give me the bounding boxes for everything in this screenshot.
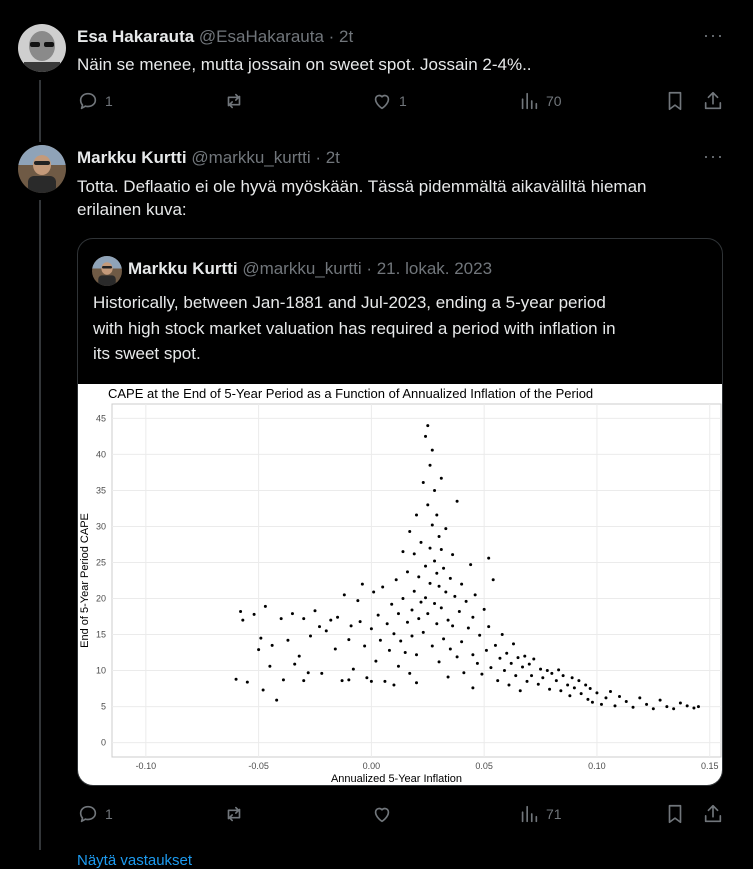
author-handle[interactable]: @EsaHakarauta xyxy=(198,27,324,46)
data-point xyxy=(550,672,553,675)
data-point xyxy=(392,683,395,686)
y-tick-label: 45 xyxy=(95,413,106,424)
data-point xyxy=(451,624,454,627)
more-icon[interactable]: ··· xyxy=(703,25,724,45)
data-point xyxy=(444,591,447,594)
post-text: Näin se menee, mutta jossain on sweet spot. Jossain 2-4%.. xyxy=(77,55,532,74)
x-tick-label: -0.05 xyxy=(248,761,269,771)
data-point xyxy=(480,673,483,676)
data-point xyxy=(555,679,558,682)
data-point xyxy=(293,663,296,666)
data-point xyxy=(586,698,589,701)
data-point xyxy=(408,530,411,533)
data-point xyxy=(424,435,427,438)
share-button[interactable] xyxy=(702,90,724,112)
data-point xyxy=(568,694,571,697)
views-count: 71 xyxy=(546,806,562,822)
post-text xyxy=(77,175,737,221)
data-point xyxy=(343,593,346,596)
data-point xyxy=(429,464,432,467)
data-point xyxy=(566,683,569,686)
data-point xyxy=(447,619,450,622)
y-tick-label: 0 xyxy=(100,737,106,748)
data-point xyxy=(415,513,418,516)
data-point xyxy=(453,595,456,598)
data-point xyxy=(410,609,413,612)
data-point xyxy=(302,679,305,682)
data-point xyxy=(537,683,540,686)
y-tick-label: 10 xyxy=(95,665,106,676)
data-point xyxy=(397,612,400,615)
data-point xyxy=(652,707,655,710)
data-point xyxy=(239,610,242,613)
data-point xyxy=(413,552,416,555)
data-point xyxy=(595,691,598,694)
data-point xyxy=(440,606,443,609)
y-axis-label: End of 5-Year Period CAPE xyxy=(79,513,91,648)
data-point xyxy=(314,609,317,612)
reply-count: 1 xyxy=(105,806,113,822)
data-point xyxy=(320,672,323,675)
data-point xyxy=(573,686,576,689)
data-point xyxy=(329,619,332,622)
repost-button[interactable] xyxy=(223,90,245,112)
data-point xyxy=(632,706,635,709)
y-tick-label: 15 xyxy=(95,629,106,640)
scatter-chart xyxy=(78,384,723,786)
avatar[interactable] xyxy=(92,256,122,286)
data-point xyxy=(460,640,463,643)
quoted-text-line: its sweet spot. xyxy=(93,344,201,363)
data-point xyxy=(435,513,438,516)
data-point xyxy=(460,583,463,586)
quoted-text xyxy=(93,290,703,367)
data-point xyxy=(381,585,384,588)
data-point xyxy=(383,680,386,683)
data-point xyxy=(496,679,499,682)
post-time[interactable]: · 21. lokak. 2023 xyxy=(366,259,493,278)
data-point xyxy=(510,662,513,665)
share-button[interactable] xyxy=(702,803,724,825)
reply-count: 1 xyxy=(105,93,113,109)
data-point xyxy=(431,524,434,527)
data-point xyxy=(435,622,438,625)
data-point xyxy=(365,676,368,679)
data-point xyxy=(422,631,425,634)
data-point xyxy=(665,705,668,708)
data-point xyxy=(478,634,481,637)
data-point xyxy=(408,672,411,675)
data-point xyxy=(235,678,238,681)
bookmark-icon xyxy=(664,90,686,112)
data-point xyxy=(449,647,452,650)
quoted-post[interactable] xyxy=(77,238,723,786)
data-point xyxy=(431,645,434,648)
data-point xyxy=(492,578,495,581)
data-point xyxy=(347,678,350,681)
data-point xyxy=(420,601,423,604)
x-tick-label: 0.10 xyxy=(588,761,606,771)
data-point xyxy=(433,489,436,492)
bookmark-button[interactable] xyxy=(664,90,686,112)
data-point xyxy=(577,679,580,682)
plot-panel xyxy=(112,404,721,757)
data-point xyxy=(372,591,375,594)
data-point xyxy=(584,683,587,686)
data-point xyxy=(431,449,434,452)
y-tick-label: 25 xyxy=(95,557,106,568)
data-point xyxy=(415,681,418,684)
data-point xyxy=(341,679,344,682)
y-tick-label: 5 xyxy=(100,701,106,712)
like-button[interactable] xyxy=(371,803,399,825)
show-replies-link[interactable]: Näytä vastaukset xyxy=(77,852,193,869)
author-name[interactable]: Markku Kurtti xyxy=(77,148,187,167)
author-handle[interactable]: @markku_kurtti xyxy=(191,148,311,167)
data-point xyxy=(507,683,510,686)
data-point xyxy=(618,695,621,698)
data-point xyxy=(532,658,535,661)
data-point xyxy=(456,500,459,503)
data-point xyxy=(559,689,562,692)
data-point xyxy=(410,634,413,637)
data-point xyxy=(426,424,429,427)
data-point xyxy=(580,692,583,695)
data-point xyxy=(302,617,305,620)
like-count: 1 xyxy=(399,93,407,109)
data-point xyxy=(438,660,441,663)
data-point xyxy=(253,613,256,616)
quoted-text-line: Historically, between Jan-1881 and Jul-2023, ending a 5-year period xyxy=(93,293,606,312)
data-point xyxy=(539,668,542,671)
data-point xyxy=(406,570,409,573)
data-point xyxy=(638,696,641,699)
data-point xyxy=(519,689,522,692)
data-point xyxy=(645,703,648,706)
y-tick-label: 40 xyxy=(95,449,106,460)
data-point xyxy=(521,665,524,668)
data-point xyxy=(433,560,436,563)
data-point xyxy=(498,657,501,660)
data-point xyxy=(494,644,497,647)
data-point xyxy=(697,705,700,708)
data-point xyxy=(399,640,402,643)
data-point xyxy=(541,676,544,679)
data-point xyxy=(246,681,249,684)
views-icon xyxy=(518,90,540,112)
data-point xyxy=(501,633,504,636)
data-point xyxy=(442,637,445,640)
data-point xyxy=(679,701,682,704)
avatar-image xyxy=(18,145,66,193)
data-point xyxy=(318,625,321,628)
x-axis-label: Annualized 5-Year Inflation xyxy=(330,773,463,785)
data-point xyxy=(438,535,441,538)
data-point xyxy=(352,668,355,671)
data-point xyxy=(487,625,490,628)
data-point xyxy=(548,688,551,691)
data-point xyxy=(406,621,409,624)
post-actions xyxy=(77,803,725,831)
share-icon xyxy=(702,803,724,825)
share-icon xyxy=(702,90,724,112)
views-button[interactable] xyxy=(518,803,562,825)
data-point xyxy=(420,541,423,544)
data-point xyxy=(600,703,603,706)
data-point xyxy=(268,665,271,668)
data-point xyxy=(476,662,479,665)
data-point xyxy=(471,653,474,656)
data-point xyxy=(426,612,429,615)
data-point xyxy=(404,651,407,654)
chart-title: CAPE at the End of 5-Year Period as a Function of Annualized Inflation of the Period xyxy=(108,386,594,401)
data-point xyxy=(415,653,418,656)
data-point xyxy=(438,585,441,588)
data-point xyxy=(379,639,382,642)
data-point xyxy=(433,602,436,605)
y-tick-label: 20 xyxy=(95,593,106,604)
y-tick-label: 30 xyxy=(95,521,106,532)
data-point xyxy=(467,627,470,630)
data-point xyxy=(386,622,389,625)
like-button[interactable] xyxy=(371,90,407,112)
data-point xyxy=(257,648,260,651)
data-point xyxy=(397,665,400,668)
data-point xyxy=(336,616,339,619)
data-point xyxy=(505,652,508,655)
data-point xyxy=(264,605,267,608)
data-point xyxy=(426,503,429,506)
data-point xyxy=(462,671,465,674)
like-icon xyxy=(371,90,393,112)
reply-button[interactable] xyxy=(77,90,113,112)
data-point xyxy=(291,612,294,615)
data-point xyxy=(356,599,359,602)
data-point xyxy=(298,655,301,658)
data-point xyxy=(429,582,432,585)
post-time[interactable]: · 2t xyxy=(328,27,354,46)
data-point xyxy=(557,668,560,671)
data-point xyxy=(686,704,689,707)
data-point xyxy=(528,663,531,666)
data-point xyxy=(465,600,468,603)
data-point xyxy=(334,647,337,650)
x-tick-label: 0.05 xyxy=(475,761,493,771)
data-point xyxy=(271,644,274,647)
data-point xyxy=(374,660,377,663)
data-point xyxy=(442,567,445,570)
avatar[interactable] xyxy=(18,24,66,72)
data-point xyxy=(424,596,427,599)
data-point xyxy=(347,638,350,641)
data-point xyxy=(487,557,490,560)
data-point xyxy=(309,634,312,637)
author-name[interactable]: Esa Hakarauta xyxy=(77,27,195,46)
data-point xyxy=(469,563,472,566)
data-point xyxy=(377,614,380,617)
data-point xyxy=(546,669,549,672)
data-point xyxy=(444,527,447,530)
data-point xyxy=(262,689,265,692)
data-point xyxy=(417,575,420,578)
more-icon[interactable]: ··· xyxy=(703,146,724,166)
repost-icon xyxy=(223,90,245,112)
data-point xyxy=(449,577,452,580)
data-point xyxy=(447,676,450,679)
repost-button[interactable] xyxy=(223,803,245,825)
like-icon xyxy=(371,803,393,825)
data-point xyxy=(388,649,391,652)
data-point xyxy=(659,699,662,702)
data-point xyxy=(280,617,283,620)
post-text-line: erilainen kuva: xyxy=(77,200,187,219)
post-header xyxy=(77,148,340,168)
avatar[interactable] xyxy=(18,145,66,193)
data-point xyxy=(361,583,364,586)
views-icon xyxy=(518,803,540,825)
views-count: 70 xyxy=(546,93,562,109)
x-tick-label: 0.15 xyxy=(700,761,719,771)
reply-icon xyxy=(77,90,99,112)
data-point xyxy=(350,624,353,627)
data-point xyxy=(392,632,395,635)
data-point xyxy=(363,645,366,648)
data-point xyxy=(325,629,328,632)
bookmark-icon xyxy=(664,803,686,825)
thread-line xyxy=(39,200,41,850)
data-point xyxy=(275,699,278,702)
data-point xyxy=(672,707,675,710)
data-point xyxy=(517,656,520,659)
author-name[interactable]: Markku Kurtti xyxy=(128,259,238,278)
data-point xyxy=(589,687,592,690)
avatar-image xyxy=(92,256,122,286)
data-point xyxy=(523,655,526,658)
data-point xyxy=(591,701,594,704)
data-point xyxy=(514,674,517,677)
post-header xyxy=(77,27,353,47)
data-point xyxy=(483,608,486,611)
data-point xyxy=(692,707,695,710)
data-point xyxy=(401,597,404,600)
x-tick-label: -0.10 xyxy=(135,761,157,771)
data-point xyxy=(451,553,454,556)
data-point xyxy=(282,678,285,681)
data-point xyxy=(390,603,393,606)
data-point xyxy=(604,696,607,699)
data-point xyxy=(571,676,574,679)
data-point xyxy=(286,639,289,642)
x-tick-label: 0.00 xyxy=(362,761,381,771)
y-tick-label: 35 xyxy=(95,485,106,496)
data-point xyxy=(424,565,427,568)
post-time[interactable]: · 2t xyxy=(315,148,340,167)
data-point xyxy=(307,671,310,674)
post-text-line: Totta. Deflaatio ei ole hyvä myöskään. Tässä pidemmältä aikaväliltä hieman xyxy=(77,177,647,196)
data-point xyxy=(485,649,488,652)
avatar-image xyxy=(18,24,66,72)
data-point xyxy=(440,548,443,551)
data-point xyxy=(471,686,474,689)
post-actions xyxy=(77,90,725,118)
data-point xyxy=(458,610,461,613)
data-point xyxy=(241,619,244,622)
reply-button[interactable] xyxy=(77,803,113,825)
data-point xyxy=(370,680,373,683)
data-point xyxy=(609,690,612,693)
quoted-header xyxy=(128,259,492,279)
thread-line xyxy=(39,80,41,142)
data-point xyxy=(613,704,616,707)
quoted-text-line: with high stock market valuation has required a period with inflation in xyxy=(93,318,616,338)
data-point xyxy=(512,642,515,645)
data-point xyxy=(562,674,565,677)
data-point xyxy=(413,590,416,593)
data-point xyxy=(370,627,373,630)
data-point xyxy=(401,550,404,553)
data-point xyxy=(625,700,628,703)
data-point xyxy=(456,655,459,658)
data-point xyxy=(440,477,443,480)
data-point xyxy=(503,669,506,672)
data-point xyxy=(489,666,492,669)
data-point xyxy=(359,620,362,623)
bookmark-button[interactable] xyxy=(664,803,686,825)
data-point xyxy=(429,547,432,550)
data-point xyxy=(417,617,420,620)
data-point xyxy=(435,572,438,575)
chart-image[interactable] xyxy=(78,384,723,786)
repost-icon xyxy=(223,803,245,825)
data-point xyxy=(395,578,398,581)
data-point xyxy=(422,481,425,484)
reply-icon xyxy=(77,803,99,825)
data-point xyxy=(471,616,474,619)
views-button[interactable] xyxy=(518,90,562,112)
data-point xyxy=(530,674,533,677)
data-point xyxy=(526,680,529,683)
data-point xyxy=(474,593,477,596)
data-point xyxy=(259,637,262,640)
author-handle[interactable]: @markku_kurtti xyxy=(242,259,362,278)
